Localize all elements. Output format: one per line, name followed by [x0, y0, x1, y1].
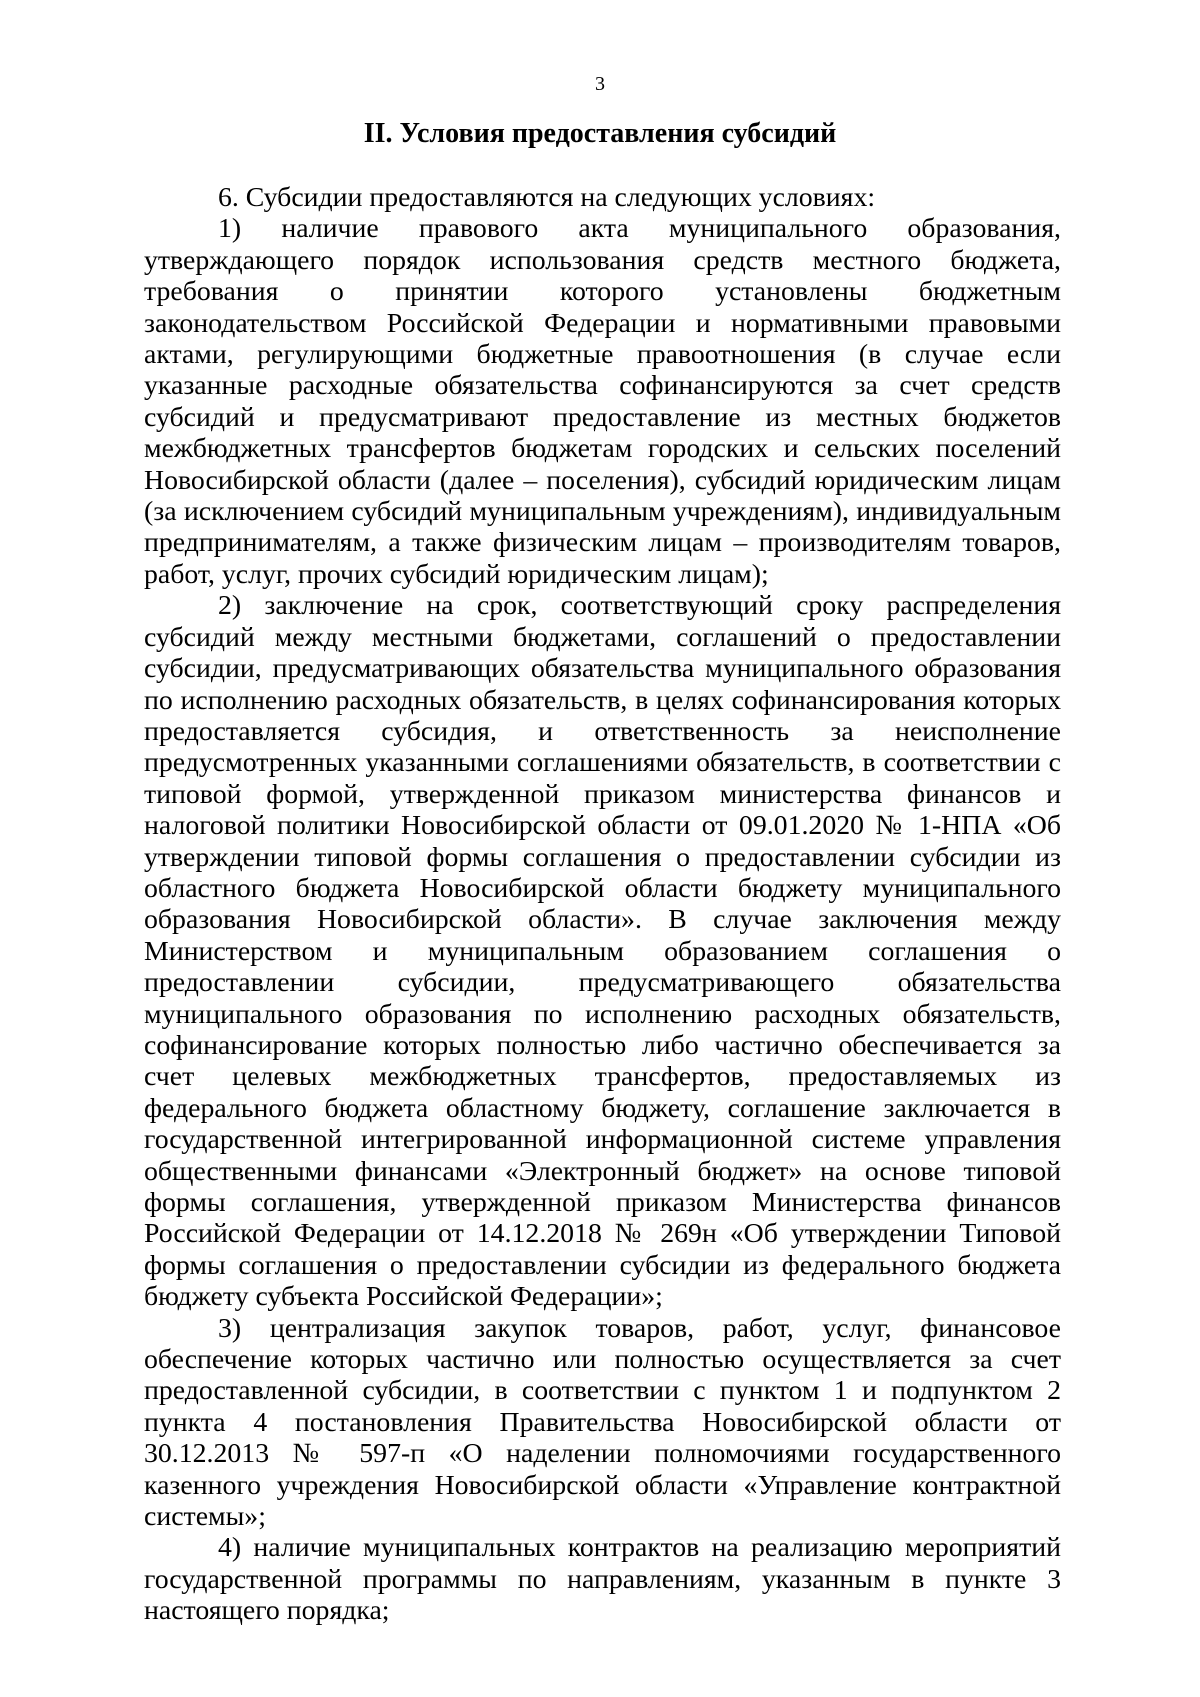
- paragraph-condition-4: 4) наличие муниципальных контрактов на реализацию мероприятий государственной программы по направлениям, указанным в пункте 3 настоящего порядка;: [144, 1532, 1061, 1627]
- document-body: [144, 182, 1061, 1627]
- paragraph-item-6: 6. Субсидии предоставляются на следующих условиях:: [218, 182, 876, 213]
- section-title: II. Условия предоставления субсидий: [363, 118, 837, 149]
- paragraph-condition-3: 3) централизация закупок товаров, работ, услуг, финансовое обеспечение которых частично или полностью осуществляется за счет предоставленной субсидии, в соответствии с пунктом 1 и подпунктом 2 пункта 4 постановления Правительства Новосибирской области от 30.12.2013 № 597-п «О наделении полномочиями государственного казенного учреждения Новосибирской области «Управление контрактной системы»;: [144, 1312, 1061, 1533]
- paragraph-condition-2: 2) заключение на срок, соответствующий сроку распределения субсидий между местными бюджетами, соглашений о предоставлении субсидии, предусматривающих обязательства муниципального образования по исполнению расходных обязательств, в целях софинансирования которых предоставляется субсидия, и ответственность за неисполнение предусмотренных указанными соглашениями обязательств, в соответствии с типовой формой, утвержденной приказом министерства финансов и налоговой политики Новосибирской области от 09.01.2020 № 1-НПА «Об утверждении типовой формы соглашения о предоставлении субсидии из областного бюджета Новосибирской области бюджету муниципального образования Новосибирской области». В случае заключения между Министерством и муниципальным образованием соглашения о предоставлении субсидии, предусматривающего обязательства муниципального образования по исполнению расходных обязательств, софинансирование которых полностью либо частично обеспечивается за счет целевых межбюджетных трансфертов, предоставляемых из федерального бюджета областному бюджету, соглашение заключается в государственной интегрированной информационной системе управления общественными финансами «Электронный бюджет» на основе типовой формы соглашения, утвержденной приказом Министерства финансов Российской Федерации от 14.12.2018 № 269н «Об утверждении Типовой формы соглашения о предоставлении субсидии из федерального бюджета бюджету субъекта Российской Федерации»;: [144, 590, 1061, 1313]
- page-number: 3: [595, 73, 605, 95]
- paragraph-condition-1: 1) наличие правового акта муниципального образования, утверждающего порядок использования средств местного бюджета, требования о принятии которого установлены бюджетным законодательством Российской Федерации и нормативными правовыми актами, регулирующими бюджетные правоотношения (в случае если указанные расходные обязательства софинансируются за счет средств субсидий и предусматривают предоставление из местных бюджетов межбюджетных трансфертов бюджетам городских и сельских поселений Новосибирской области (далее – поселения), субсидий юридическим лицам (за исключением субсидий муниципальным учреждениям), индивидуальным предпринимателям, а также физическим лицам – производителям товаров, работ, услуг, прочих субсидий юридическим лицам);: [144, 213, 1061, 590]
